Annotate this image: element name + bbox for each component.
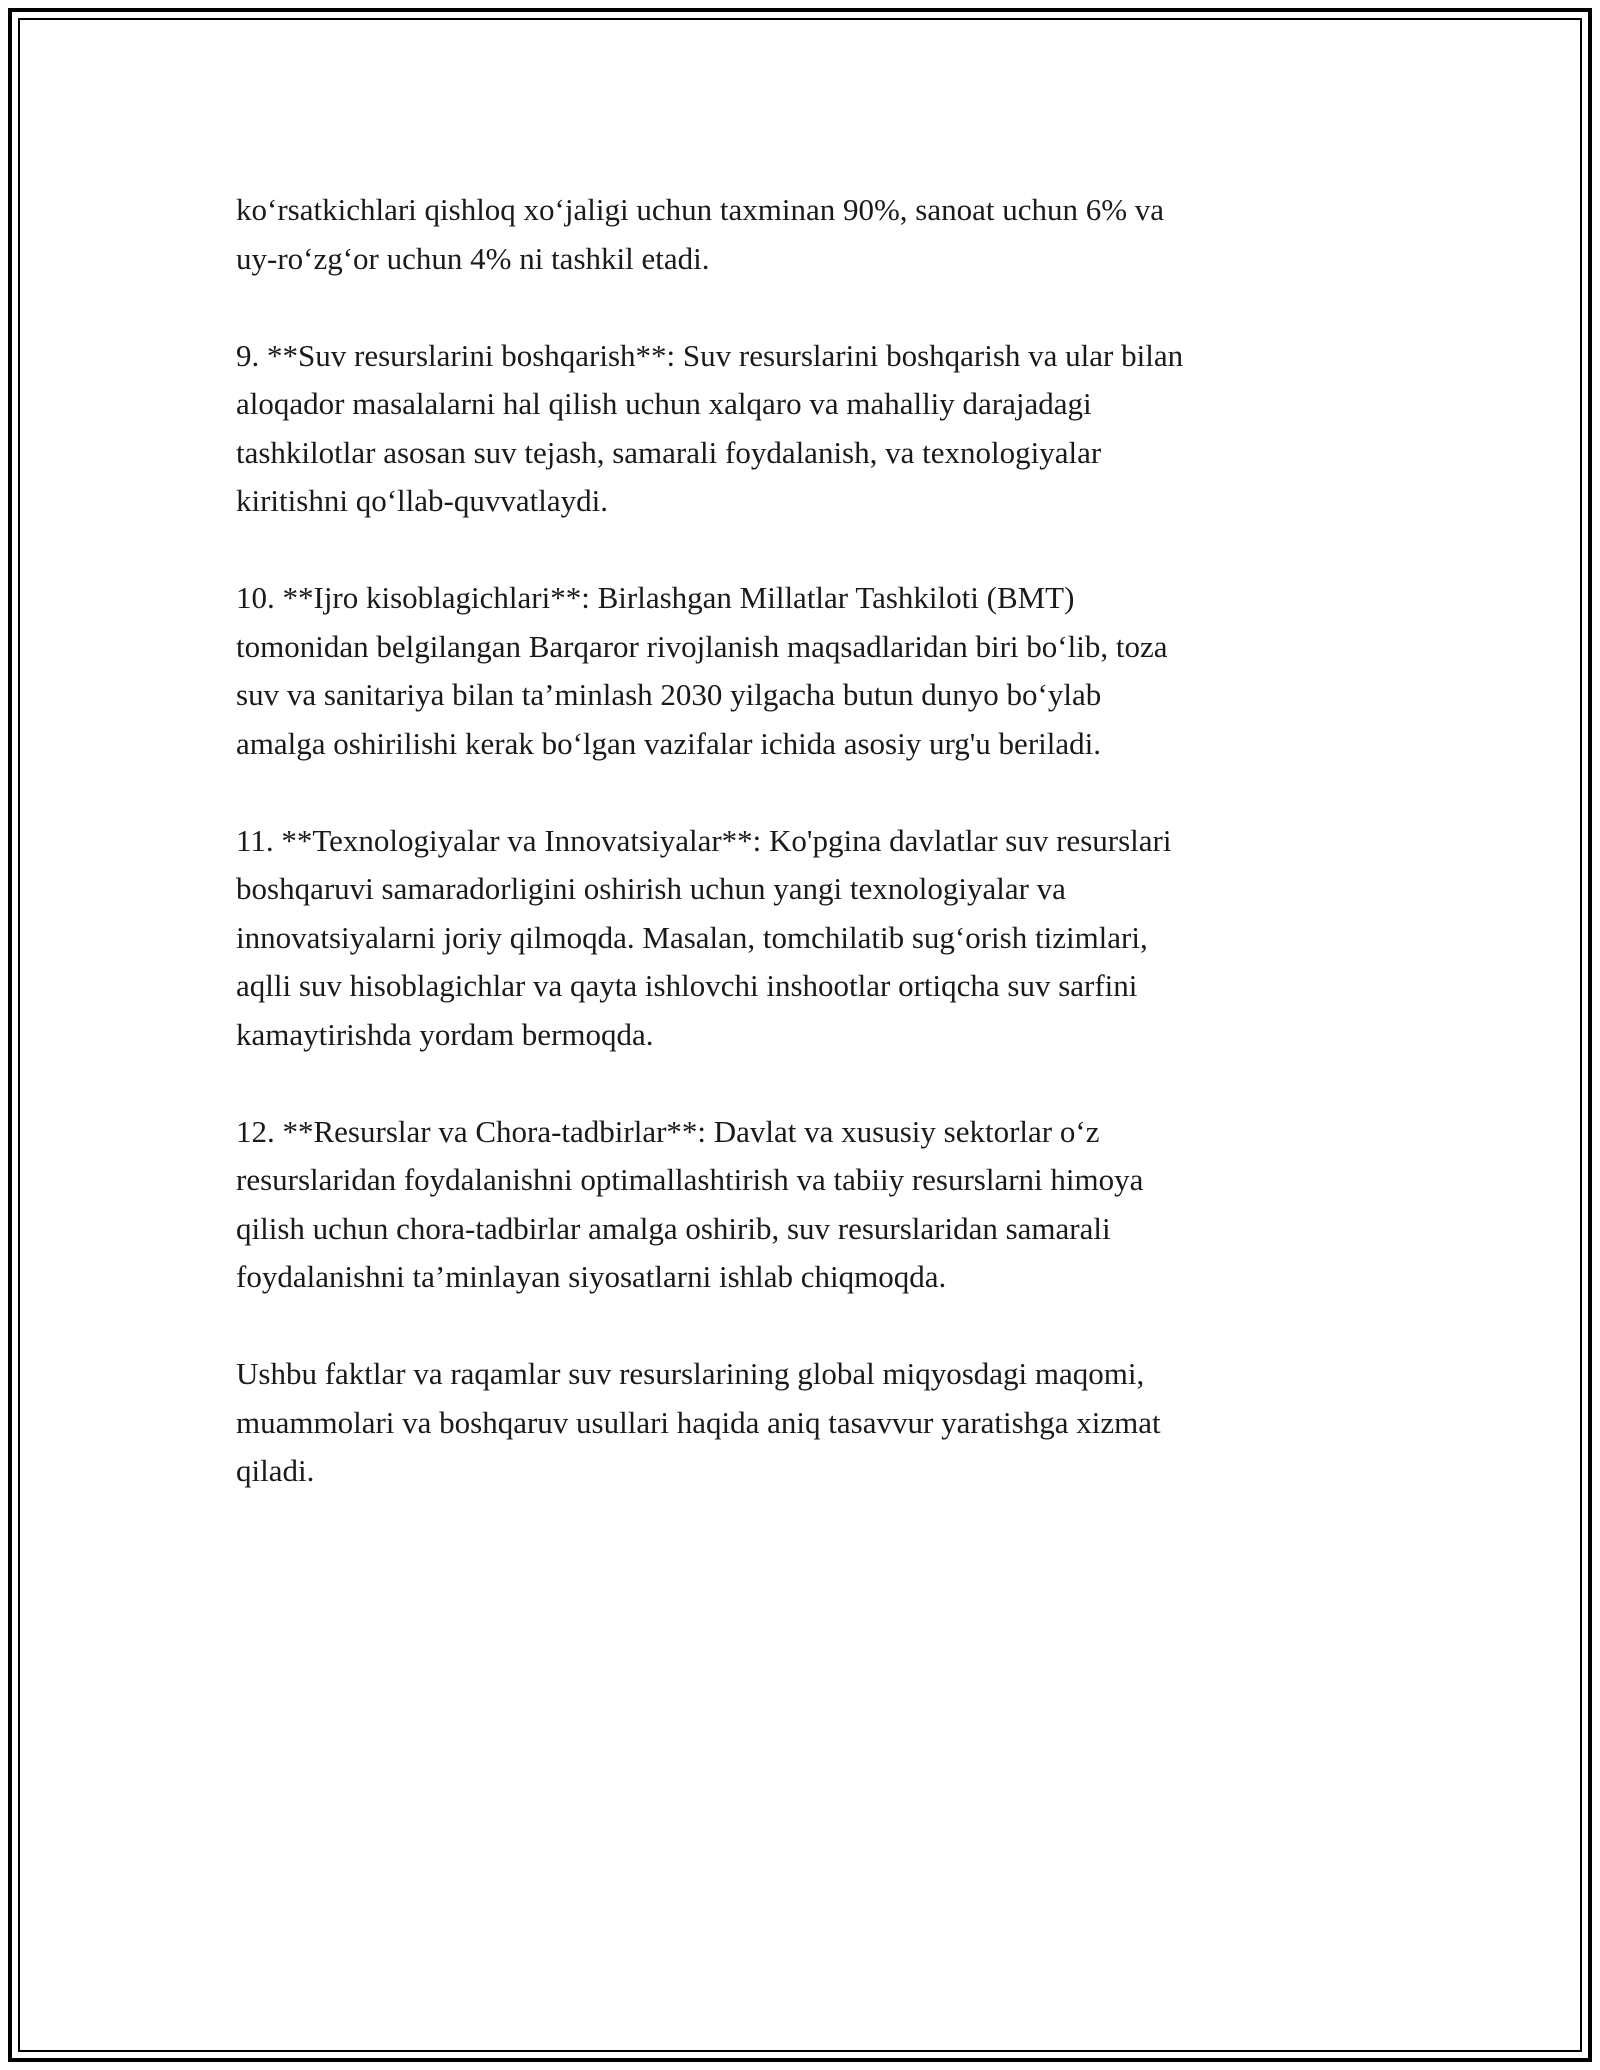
paragraph-item-10: 10. **Ijro kisoblagichlari**: Birlashgan Millatlar Tashkiloti (BMT) tomonidan belgilangan Barqaror rivojlanish maqsadlaridan biri bo‘lib, toza suv va sanitariya bilan ta’minlash 2030 yilgacha butun dunyo bo‘ylab amalga oshirilishi kerak bo‘lgan vazifalar ichida asosiy urg'u beriladi. [236,580,1168,761]
document-body [236,186,1366,1544]
paragraph-item-9: 9. **Suv resurslarini boshqarish**: Suv resurslarini boshqarish va ular bilan aloqador masalalarni hal qilish uchun xalqaro va mahalliy darajadagi tashkilotlar asosan suv tejash, samarali foydalanish, va texnologiyalar kiritishni qo‘llab-quvvatlaydi. [236,337,1184,518]
paragraph-item-11: 11. **Texnologiyalar va Innovatsiyalar**: Ko'pgina davlatlar suv resurslari boshqaruvi samaradorligini oshirish uchun yangi texnologiyalar va innovatsiyalarni joriy qilmoqda. Masalan, tomchilatib sug‘orish tizimlari, aqlli suv hisoblagichlar va qayta ishlovchi inshootlar ortiqcha suv sarfini kamaytirishda yordam bermoqda. [236,822,1172,1052]
paragraph-item-12: 12. **Resurslar va Chora-tadbirlar**: Davlat va xususiy sektorlar o‘z resurslaridan foydalanishni optimallashtirish va tabiiy resurslarni himoya qilish uchun chora-tadbirlar amalga oshirib, suv resurslaridan samarali foydalanishni ta’minlayan siyosatlarni ishlab chiqmoqda. [236,1113,1144,1294]
paragraph-conclusion: Ushbu faktlar va raqamlar suv resurslarining global miqyosdagi maqomi, muammolari va boshqaruv usullari haqida aniq tasavvur yaratishga xizmat qiladi. [236,1356,1161,1488]
paragraph-intro-continuation: ko‘rsatkichlari qishloq xo‘jaligi uchun taxminan 90%, sanoat uchun 6% va uy-ro‘zg‘or uchun 4% ni tashkil etadi. [236,192,1165,276]
